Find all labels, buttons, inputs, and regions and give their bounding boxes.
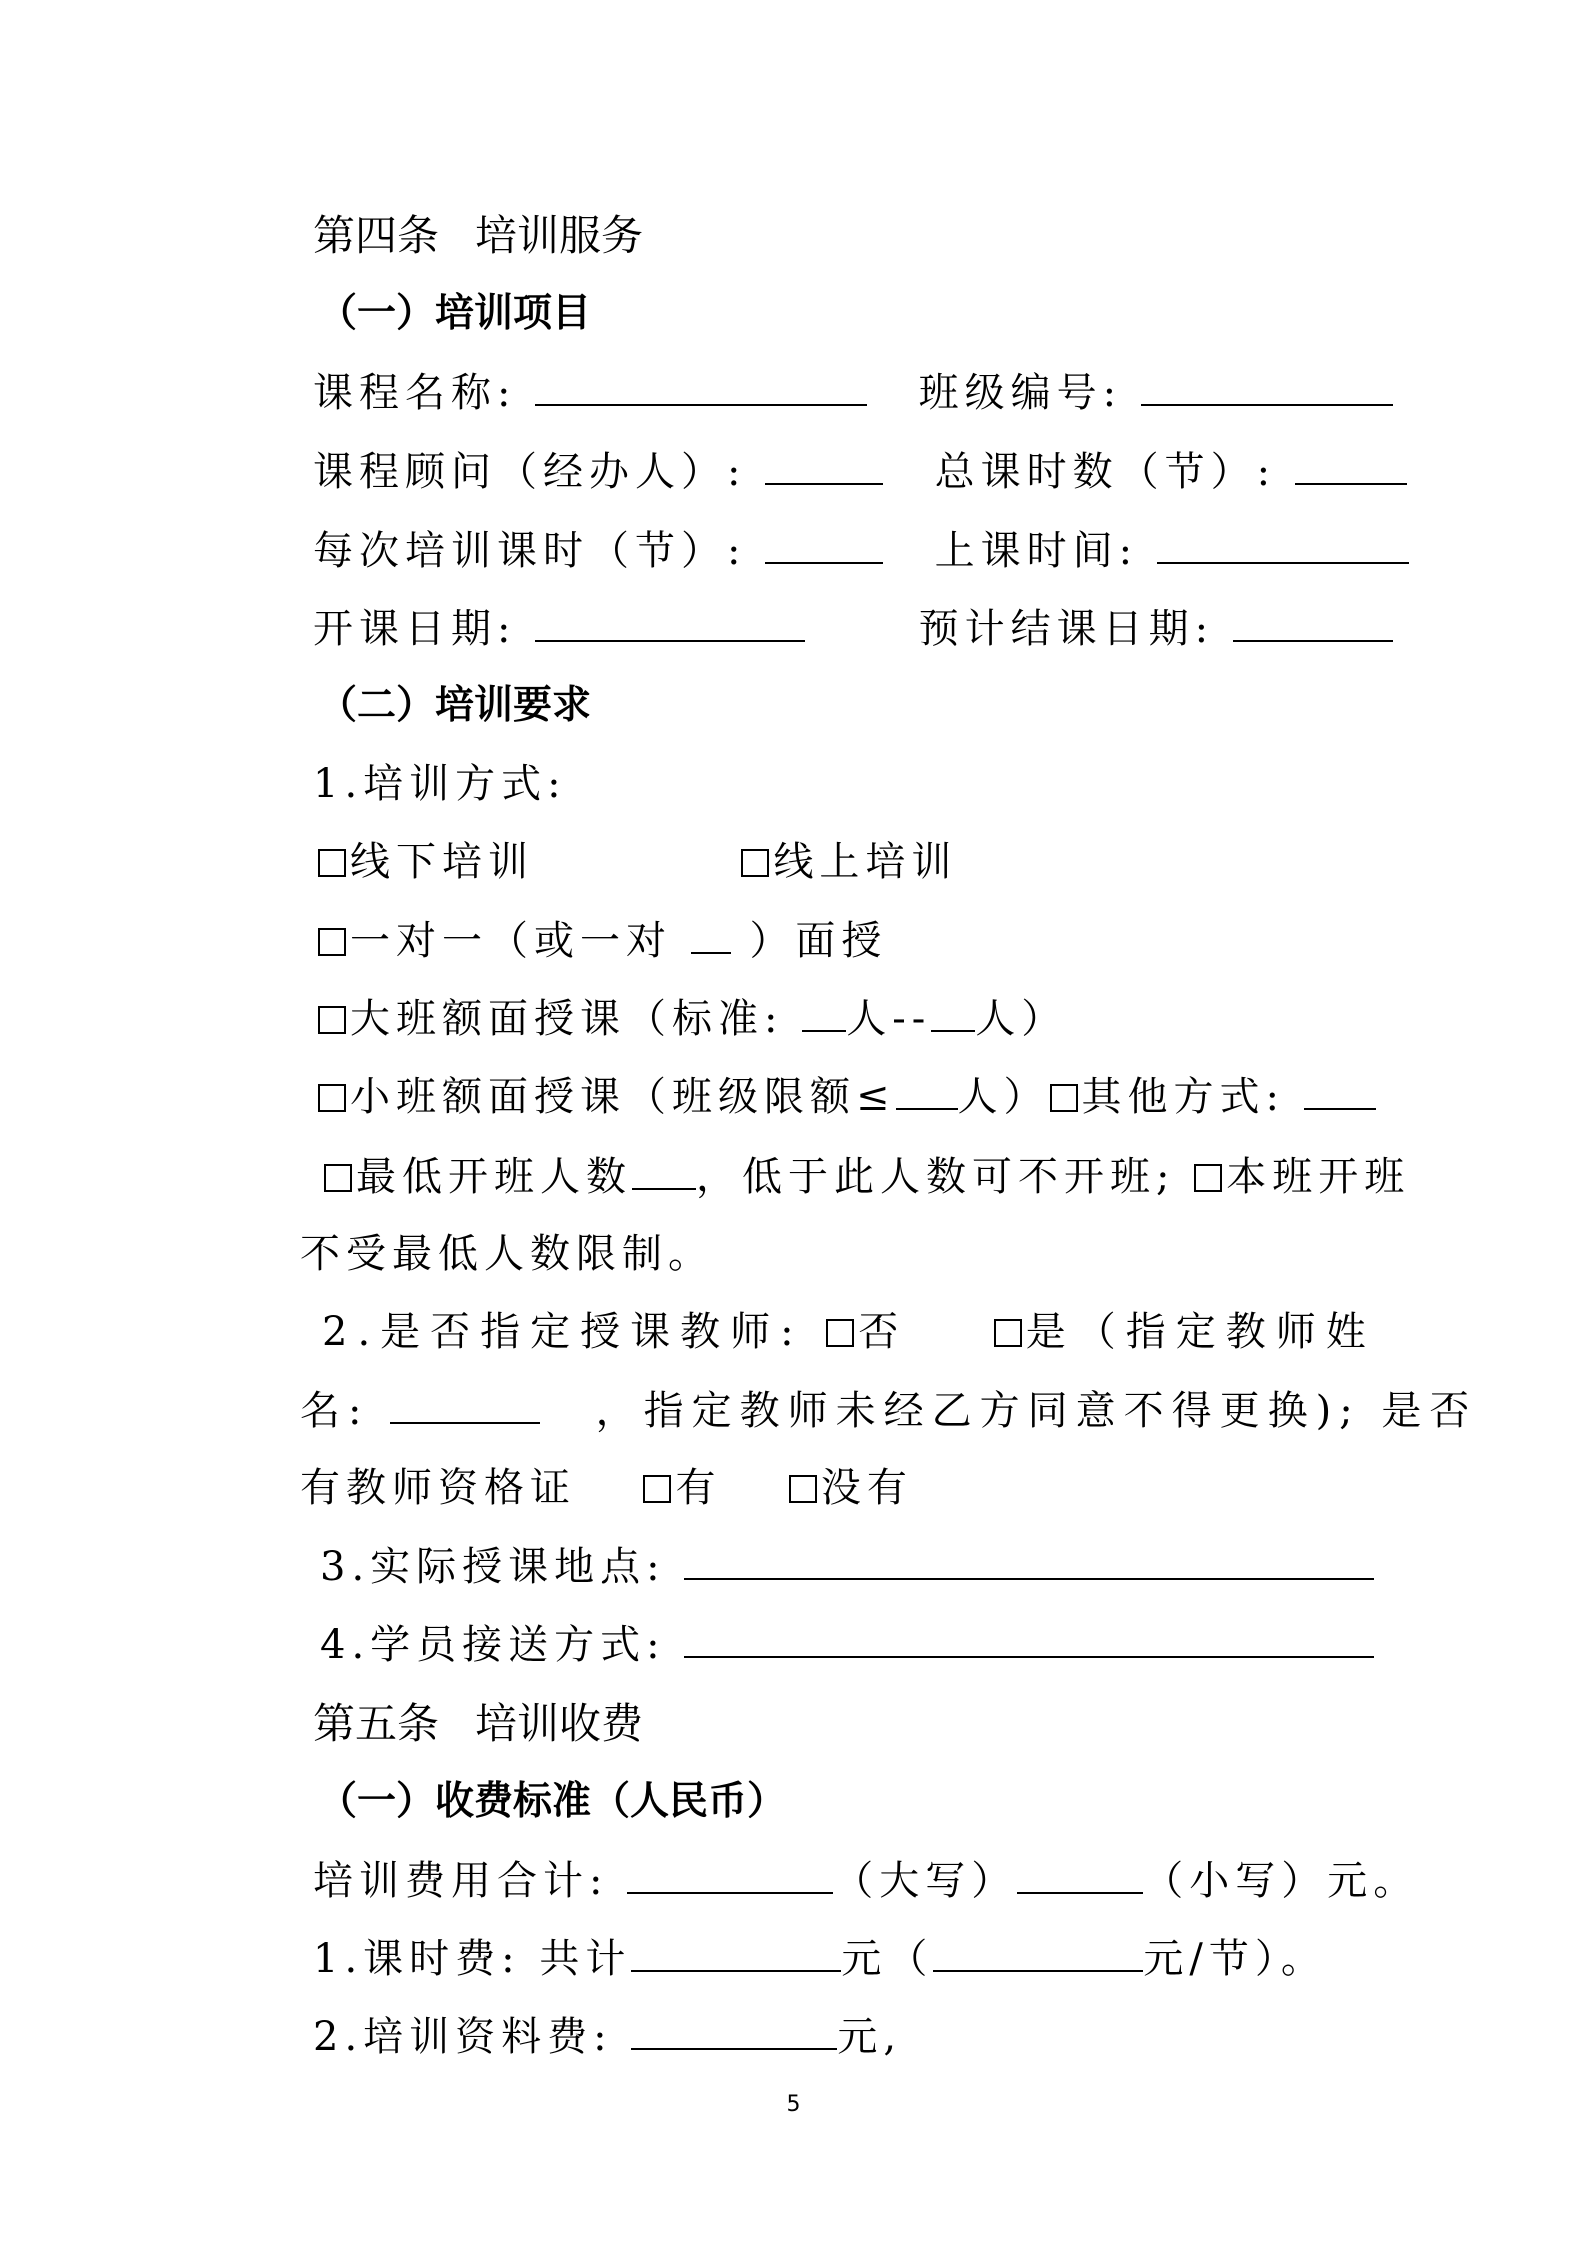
row-hour-fee: 1.课时费: 共计 元（ 元/节）。 [313,1936,1327,1982]
class-number-field[interactable] [1141,368,1393,406]
teacher-yes-checkbox[interactable] [994,1319,1022,1347]
fee-total-uppercase-field[interactable] [627,1856,833,1894]
row-advisor: 课程顾问（经办人）: 总课时数（节）: [313,447,1407,496]
page-number: 5 [786,2092,801,2117]
row-transport: 4.学员接送方式: [320,1620,1374,1669]
row-per-session: 每次培训课时（节）: 上课时间: [313,526,1409,575]
advisor-field[interactable] [765,447,883,485]
min-enrollment-field[interactable] [632,1152,696,1190]
cert-no-checkbox[interactable] [789,1475,817,1503]
fee-total-lowercase-field[interactable] [1017,1856,1143,1894]
row-material-fee: 2.培训资料费: 元, [313,2014,903,2060]
no-limit-checkbox[interactable] [1194,1164,1222,1192]
article-4-heading: 第四条 培训服务 [313,211,644,260]
small-class-limit-field[interactable] [896,1072,958,1110]
small-class-checkbox[interactable] [318,1084,346,1112]
hour-fee-per-session-field[interactable] [933,1934,1143,1972]
large-class-checkbox[interactable] [318,1006,346,1034]
class-time-field[interactable] [1157,526,1409,564]
large-class-min-field[interactable] [802,994,846,1032]
row-one-on-one: 一对一（或一对 ）面授 [318,916,887,965]
no-limit-continued: 不受最低人数限制。 [300,1231,714,1277]
row-min-enrollment: 最低开班人数 ，低于此人数可不开班; 本班开班 [324,1152,1410,1201]
teacher-name-field[interactable] [390,1386,540,1424]
teacher-no-checkbox[interactable] [826,1319,854,1347]
online-checkbox[interactable] [741,849,769,877]
transport-field[interactable] [684,1620,1374,1658]
section-fee-standard: （一）收费标准（人民币） [318,1779,787,1824]
row-large-class: 大班额面授课（标准: 人-- 人） [318,994,1067,1043]
row-online-offline: 线下培训 线上培训 [318,838,957,886]
one-on-one-checkbox[interactable] [318,928,346,956]
row-place: 3.实际授课地点: [320,1542,1374,1591]
per-session-hours-field[interactable] [765,526,883,564]
row-small-class: 小班额面授课（班级限额≤ 人） 其他方式: [318,1072,1376,1121]
row-teacher-name: 名: ，指定教师未经乙方同意不得更换); 是否 [300,1388,1478,1434]
row-fee-total: 培训费用合计: （大写） （小写）元。 [313,1858,1420,1904]
other-mode-checkbox[interactable] [1050,1084,1078,1112]
hour-fee-total-field[interactable] [631,1934,841,1972]
cert-yes-checkbox[interactable] [643,1475,671,1503]
section-training-requirements: （二）培训要求 [318,683,592,728]
large-class-max-field[interactable] [931,994,975,1032]
end-date-field[interactable] [1233,604,1393,642]
place-field[interactable] [684,1542,1374,1580]
offline-checkbox[interactable] [318,849,346,877]
start-date-field[interactable] [535,604,805,642]
course-name-field[interactable] [535,368,867,406]
row-teacher: 2.是否指定授课教师: 否 是（指定教师姓 [322,1309,1376,1355]
training-mode-label: 1.培训方式: [313,761,567,807]
row-course-name: 课程名称: 班级编号: [313,368,1393,417]
other-mode-field[interactable] [1304,1072,1376,1110]
material-fee-field[interactable] [631,2012,837,2050]
total-hours-field[interactable] [1295,447,1407,485]
section-training-items: （一）培训项目 [318,291,592,336]
article-5-heading: 第五条 培训收费 [313,1699,644,1748]
one-to-n-field[interactable] [691,916,731,954]
min-enrollment-checkbox[interactable] [324,1164,352,1192]
row-dates: 开课日期: 预计结课日期: [313,604,1393,653]
row-cert: 有教师资格证 有 没有 [300,1465,913,1511]
